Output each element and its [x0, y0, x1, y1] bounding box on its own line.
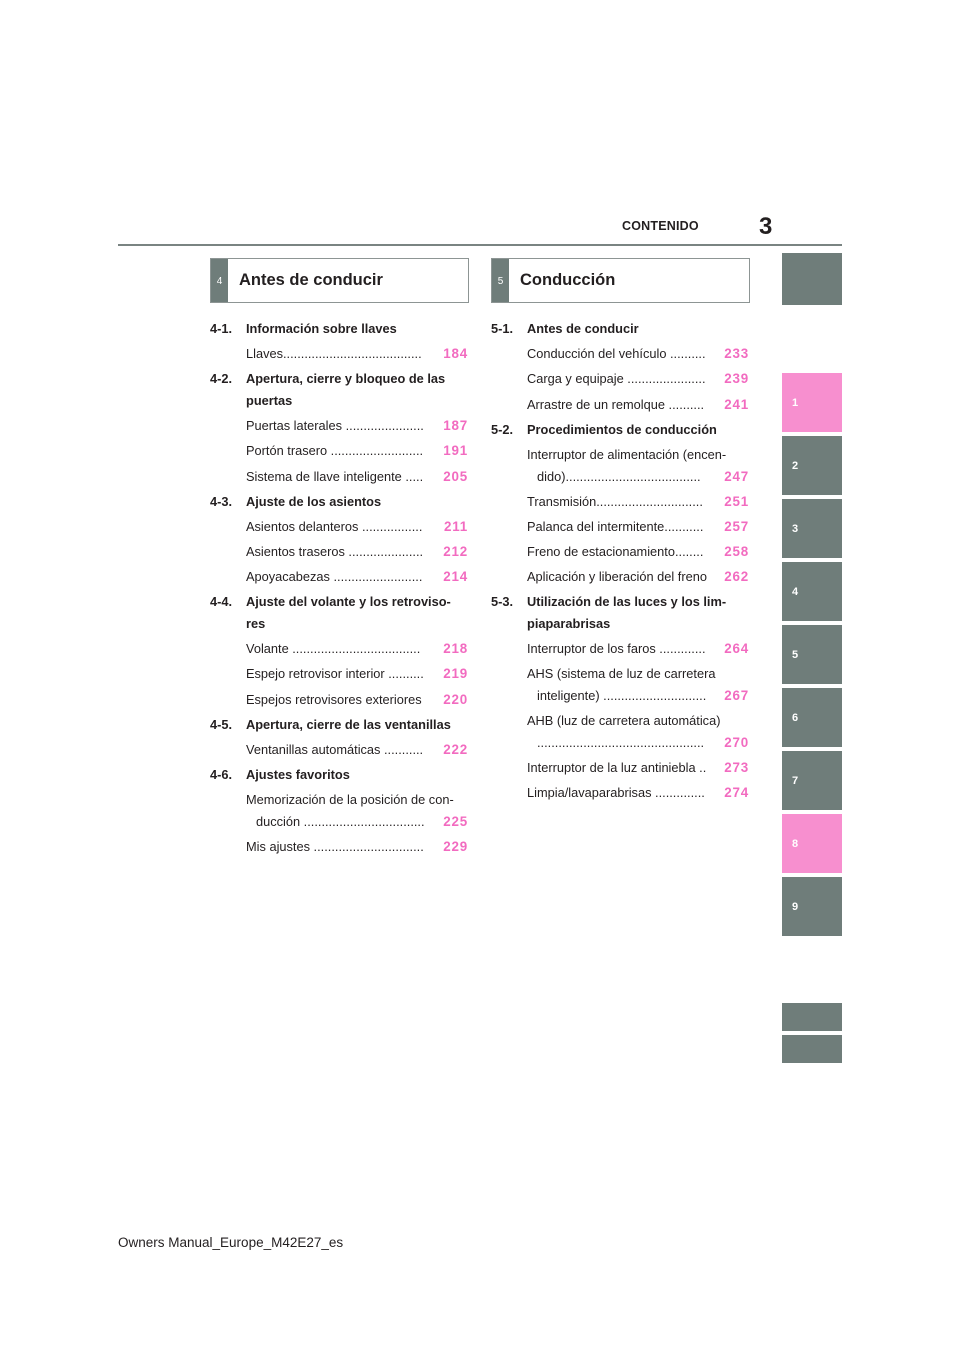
subsection-number: 4-1. — [210, 321, 233, 336]
subsection-number: 5-3. — [491, 594, 514, 610]
toc-entry-freno-estacionamiento[interactable] — [491, 543, 749, 568]
entry-label-line-2: dido)...................................... — [537, 468, 701, 484]
entry-page-link[interactable]: 274 — [724, 785, 749, 801]
toc-entry-volante[interactable] — [210, 640, 468, 665]
subsection-number: 5-1. — [491, 321, 514, 336]
toc-entry-interruptor-alimentacion[interactable] — [491, 446, 749, 493]
side-tab-label: 2 — [792, 459, 799, 472]
entry-label: Mis ajustes ............................... — [246, 839, 424, 855]
subsection-title-line-2: res — [246, 616, 266, 632]
side-tab-9[interactable] — [782, 877, 842, 936]
entry-label: Portón trasero .......................... — [246, 443, 424, 459]
entry-label: Asientos traseros ..................... — [246, 544, 424, 560]
entry-label-line-2: ............................................... — [537, 734, 705, 750]
toc-column-section-5 — [491, 320, 749, 809]
toc-subsection-4-5 — [210, 716, 468, 741]
toc-entry-memorizacion-posicion[interactable] — [210, 791, 468, 838]
entry-page-link[interactable]: 241 — [724, 396, 749, 412]
toc-entry-llave-inteligente[interactable] — [210, 468, 468, 493]
subsection-title: Ajuste de los asientos — [246, 493, 382, 509]
header-divider — [118, 244, 842, 246]
toc-subsection-4-1 — [210, 320, 468, 345]
side-tab-8[interactable] — [782, 814, 842, 873]
toc-subsection-5-2 — [491, 421, 749, 446]
side-tab-6[interactable] — [782, 688, 842, 747]
toc-entry-espejo-interior[interactable] — [210, 665, 468, 690]
entry-page-link[interactable]: 191 — [443, 443, 468, 459]
entry-page-link[interactable]: 211 — [443, 518, 468, 534]
section-4-header — [210, 258, 469, 303]
entry-page-link[interactable]: 218 — [443, 641, 468, 657]
entry-page-link[interactable]: 273 — [724, 760, 749, 776]
entry-page-link[interactable]: 212 — [443, 544, 468, 560]
page-number: 3 — [759, 213, 773, 240]
subsection-number: 4-3. — [210, 493, 233, 509]
entry-label: Arrastre de un remolque .......... — [527, 396, 705, 412]
entry-label: Interruptor de alimentación (encen- — [527, 446, 727, 462]
entry-page-link[interactable]: 251 — [724, 493, 749, 509]
subsection-number: 4-2. — [210, 371, 233, 387]
toc-subsection-5-3 — [491, 593, 749, 640]
entry-label: Interruptor de la luz antiniebla .. — [527, 760, 707, 776]
section-4-tab: 4 — [211, 259, 228, 302]
toc-entry-asientos-delanteros[interactable] — [210, 518, 468, 543]
toc-entry-palanca-intermitente[interactable] — [491, 518, 749, 543]
toc-subsection-4-6 — [210, 766, 468, 791]
toc-entry-apoyacabezas[interactable] — [210, 568, 468, 593]
side-tab-label: 7 — [792, 774, 799, 787]
entry-page-link[interactable]: 239 — [724, 371, 749, 387]
entry-label: AHB (luz de carretera automática) — [527, 713, 721, 729]
subsection-title: Utilización de las luces y los lim- — [527, 594, 727, 610]
section-5-title: Conducción — [520, 271, 616, 289]
entry-page-link[interactable]: 222 — [443, 742, 468, 758]
entry-label: Carga y equipaje ...................... — [527, 371, 706, 387]
side-tab-label: 8 — [792, 837, 799, 850]
side-tab-label: 4 — [792, 585, 799, 598]
toc-entry-aplicacion-freno[interactable] — [491, 568, 749, 593]
subsection-title: Ajustes favoritos — [246, 767, 350, 783]
entry-page-link[interactable]: 225 — [443, 814, 468, 829]
entry-label-line-2: inteligente) ............................. — [537, 688, 707, 704]
entry-page-link[interactable]: 184 — [443, 346, 468, 362]
entry-label: Volante .................................... — [246, 641, 421, 657]
toc-entry-llaves[interactable] — [210, 345, 468, 370]
toc-entry-carga-equipaje[interactable] — [491, 370, 749, 395]
entry-label: Espejo retrovisor interior .......... — [246, 666, 424, 682]
entry-label: Conducción del vehículo .......... — [527, 346, 706, 362]
toc-entry-conduccion-vehiculo[interactable] — [491, 345, 749, 370]
subsection-title: Apertura, cierre y bloqueo de las — [246, 371, 446, 387]
entry-label: Llaves....................................... — [246, 346, 422, 362]
entry-label: Limpia/lavaparabrisas .............. — [527, 785, 705, 801]
section-5-tab: 5 — [492, 259, 509, 302]
side-tab-label: 6 — [792, 711, 799, 724]
toc-entry-limpiaparabrisas[interactable] — [491, 784, 749, 809]
section-5-header — [491, 258, 750, 303]
entry-label: Espejos retrovisores exteriores — [246, 691, 422, 707]
entry-page-link[interactable]: 262 — [724, 569, 749, 585]
side-tab-4[interactable] — [782, 562, 842, 621]
entry-label: Asientos delanteros ................. — [246, 518, 423, 534]
entry-label-line-2: ducción .................................. — [256, 814, 425, 829]
side-tab-3[interactable] — [782, 499, 842, 558]
toc-entry-mis-ajustes[interactable] — [210, 838, 468, 863]
side-tab-7[interactable] — [782, 751, 842, 810]
entry-label: Ventanillas automáticas ........... — [246, 742, 424, 758]
entry-label: Transmisión.............................. — [527, 493, 703, 509]
entry-page-link[interactable]: 214 — [443, 569, 468, 585]
side-tab-2[interactable] — [782, 436, 842, 495]
toc-subsection-4-3 — [210, 493, 468, 518]
subsection-title: Apertura, cierre de las ventanillas — [246, 716, 451, 732]
entry-page-link[interactable]: 187 — [443, 418, 468, 434]
page-header-title: CONTENIDO — [622, 219, 699, 233]
subsection-number: 5-2. — [491, 421, 514, 437]
toc-subsection-4-4 — [210, 593, 468, 640]
toc-entry-interruptor-faros[interactable] — [491, 640, 749, 665]
subsection-number: 4-4. — [210, 594, 233, 610]
subsection-number: 4-6. — [210, 767, 233, 783]
toc-subsection-5-1 — [491, 320, 749, 345]
subsection-title: Antes de conducir — [527, 321, 639, 336]
subsection-title: Ajuste del volante y los retroviso- — [246, 594, 451, 610]
subsection-title-line-2: piaparabrisas — [527, 616, 611, 632]
document-footer: Owners Manual_Europe_M42E27_es — [118, 1235, 344, 1250]
subsection-title: Procedimientos de conducción — [527, 421, 717, 437]
entry-label: Sistema de llave inteligente ..... — [246, 468, 424, 484]
entry-page-link[interactable]: 270 — [724, 734, 749, 750]
entry-label: Freno de estacionamiento........ — [527, 544, 704, 560]
entry-label: Apoyacabezas ......................... — [246, 569, 423, 585]
side-tab-1[interactable] — [782, 373, 842, 432]
entry-page-link[interactable]: 229 — [443, 839, 468, 855]
section-4-title: Antes de conducir — [239, 271, 383, 289]
entry-label: Puertas laterales ...................... — [246, 418, 424, 434]
entry-page-link[interactable]: 219 — [443, 666, 468, 682]
entry-page-link[interactable]: 264 — [724, 641, 749, 657]
side-tab-label: 3 — [792, 522, 799, 535]
toc-entry-ahb[interactable] — [491, 712, 749, 759]
toc-entry-asientos-traseros[interactable] — [210, 543, 468, 568]
entry-page-link[interactable]: 257 — [724, 518, 749, 534]
toc-subsection-4-2 — [210, 370, 468, 417]
entry-label: Memorización de la posición de con- — [246, 792, 454, 808]
side-tab-index-a[interactable] — [782, 1003, 842, 1031]
toc-entry-transmision[interactable] — [491, 493, 749, 518]
entry-label: Palanca del intermitente........... — [527, 518, 704, 534]
side-tab-top[interactable] — [782, 253, 842, 305]
subsection-number: 4-5. — [210, 716, 233, 732]
side-tab-label: 5 — [792, 648, 799, 661]
side-tab-label: 1 — [792, 396, 799, 409]
entry-page-link[interactable]: 247 — [724, 468, 749, 484]
toc-entry-luz-antiniebla[interactable] — [491, 759, 749, 784]
toc-entry-puertas-laterales[interactable] — [210, 417, 468, 442]
toc-entry-ventanillas[interactable] — [210, 741, 468, 766]
entry-page-link[interactable]: 258 — [724, 544, 749, 560]
side-tab-5[interactable] — [782, 625, 842, 684]
side-tab-index-b[interactable] — [782, 1035, 842, 1063]
entry-page-link[interactable]: 220 — [443, 691, 468, 707]
entry-page-link[interactable]: 205 — [443, 468, 468, 484]
subsection-title: Información sobre llaves — [246, 321, 397, 336]
toc-entry-arrastre-remolque[interactable] — [491, 396, 749, 421]
toc-column-section-4 — [210, 320, 468, 863]
entry-label: Interruptor de los faros ............. — [527, 641, 706, 657]
entry-page-link[interactable]: 233 — [724, 346, 749, 362]
side-tab-label: 9 — [792, 900, 799, 913]
entry-page-link[interactable]: 267 — [724, 688, 749, 704]
subsection-title-line-2: puertas — [246, 392, 293, 408]
toc-entry-espejos-exteriores[interactable] — [210, 691, 468, 716]
entry-label: Aplicación y liberación del freno — [527, 569, 707, 585]
entry-label: AHS (sistema de luz de carretera — [527, 666, 716, 682]
toc-entry-ahs[interactable] — [491, 665, 749, 712]
toc-entry-porton-trasero[interactable] — [210, 442, 468, 467]
